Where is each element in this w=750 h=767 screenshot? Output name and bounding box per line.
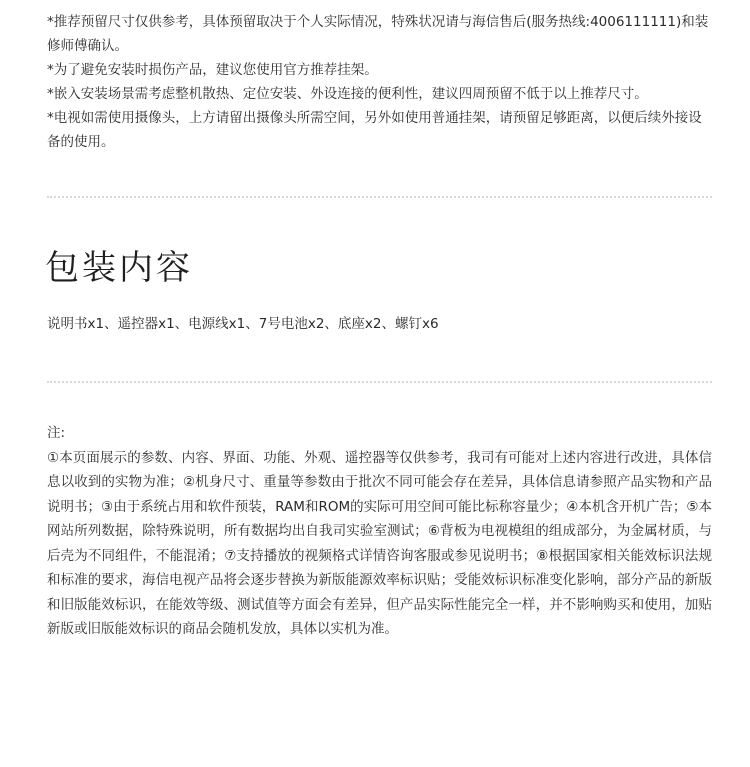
note-camera-space: *电视如需使用摄像头，上方请留出摄像头所需空间，另外如使用普通挂架，请预留足够距离，以便后续外接设备的使用。: [47, 110, 702, 150]
note-official-bracket: *为了避免安装时损伤产品，建议您使用官方推荐挂架。: [47, 62, 378, 78]
divider-bottom: [47, 381, 712, 383]
footnote-label: 注:: [47, 425, 66, 441]
note-embedded-install: *嵌入安装场景需考虑整机散热、定位安装、外设连接的便利性，建议四周预留不低于以上推荐尺寸。: [47, 86, 648, 102]
note-size-reference: *推荐预留尺寸仅供参考，具体预留取决于个人实际情况，特殊状况请与海信售后(服务热线:4006111111)和装修师傅确认。: [47, 14, 709, 54]
disclaimer-footnote: [47, 421, 712, 642]
package-contents-title: 包装内容: [45, 248, 193, 288]
divider-top: [47, 196, 712, 198]
package-contents-list: 说明书x1、遥控器x1、电源线x1、7号电池x2、底座x2、螺钉x6: [47, 316, 439, 332]
installation-notes: [47, 10, 712, 154]
footnote-body: ①本页面展示的参数、内容、界面、功能、外观、遥控器等仅供参考，我司有可能对上述内容进行改进，具体信息以收到的实物为准；②机身尺寸、重量等参数由于批次不同可能会存在差异，具体信息请参照产品实物和产品说明书；③由于系统占用和软件预装，RAM和ROM的实际可用空间可能比标称容量少；④本机含开机广告；⑤本网站所列数据，除特殊说明，所有数据均出自我司实验室测试；⑥背板为电视模组的组成部分，为金属材质，与后壳为不同组件，不能混淆；⑦支持播放的视频格式详情咨询客服或参见说明书；⑧根据国家相关能效标识法规和标准的要求，海信电视产品将会逐步替换为新版能源效率标识贴；受能效标识标准变化影响，部分产品的新版和旧版能效标识，在能效等级、测试值等方面会有差异，但产品实际性能完全一样，并不影响购买和使用，加贴新版或旧版能效标识的商品会随机发放，具体以实机为准。: [47, 449, 712, 637]
